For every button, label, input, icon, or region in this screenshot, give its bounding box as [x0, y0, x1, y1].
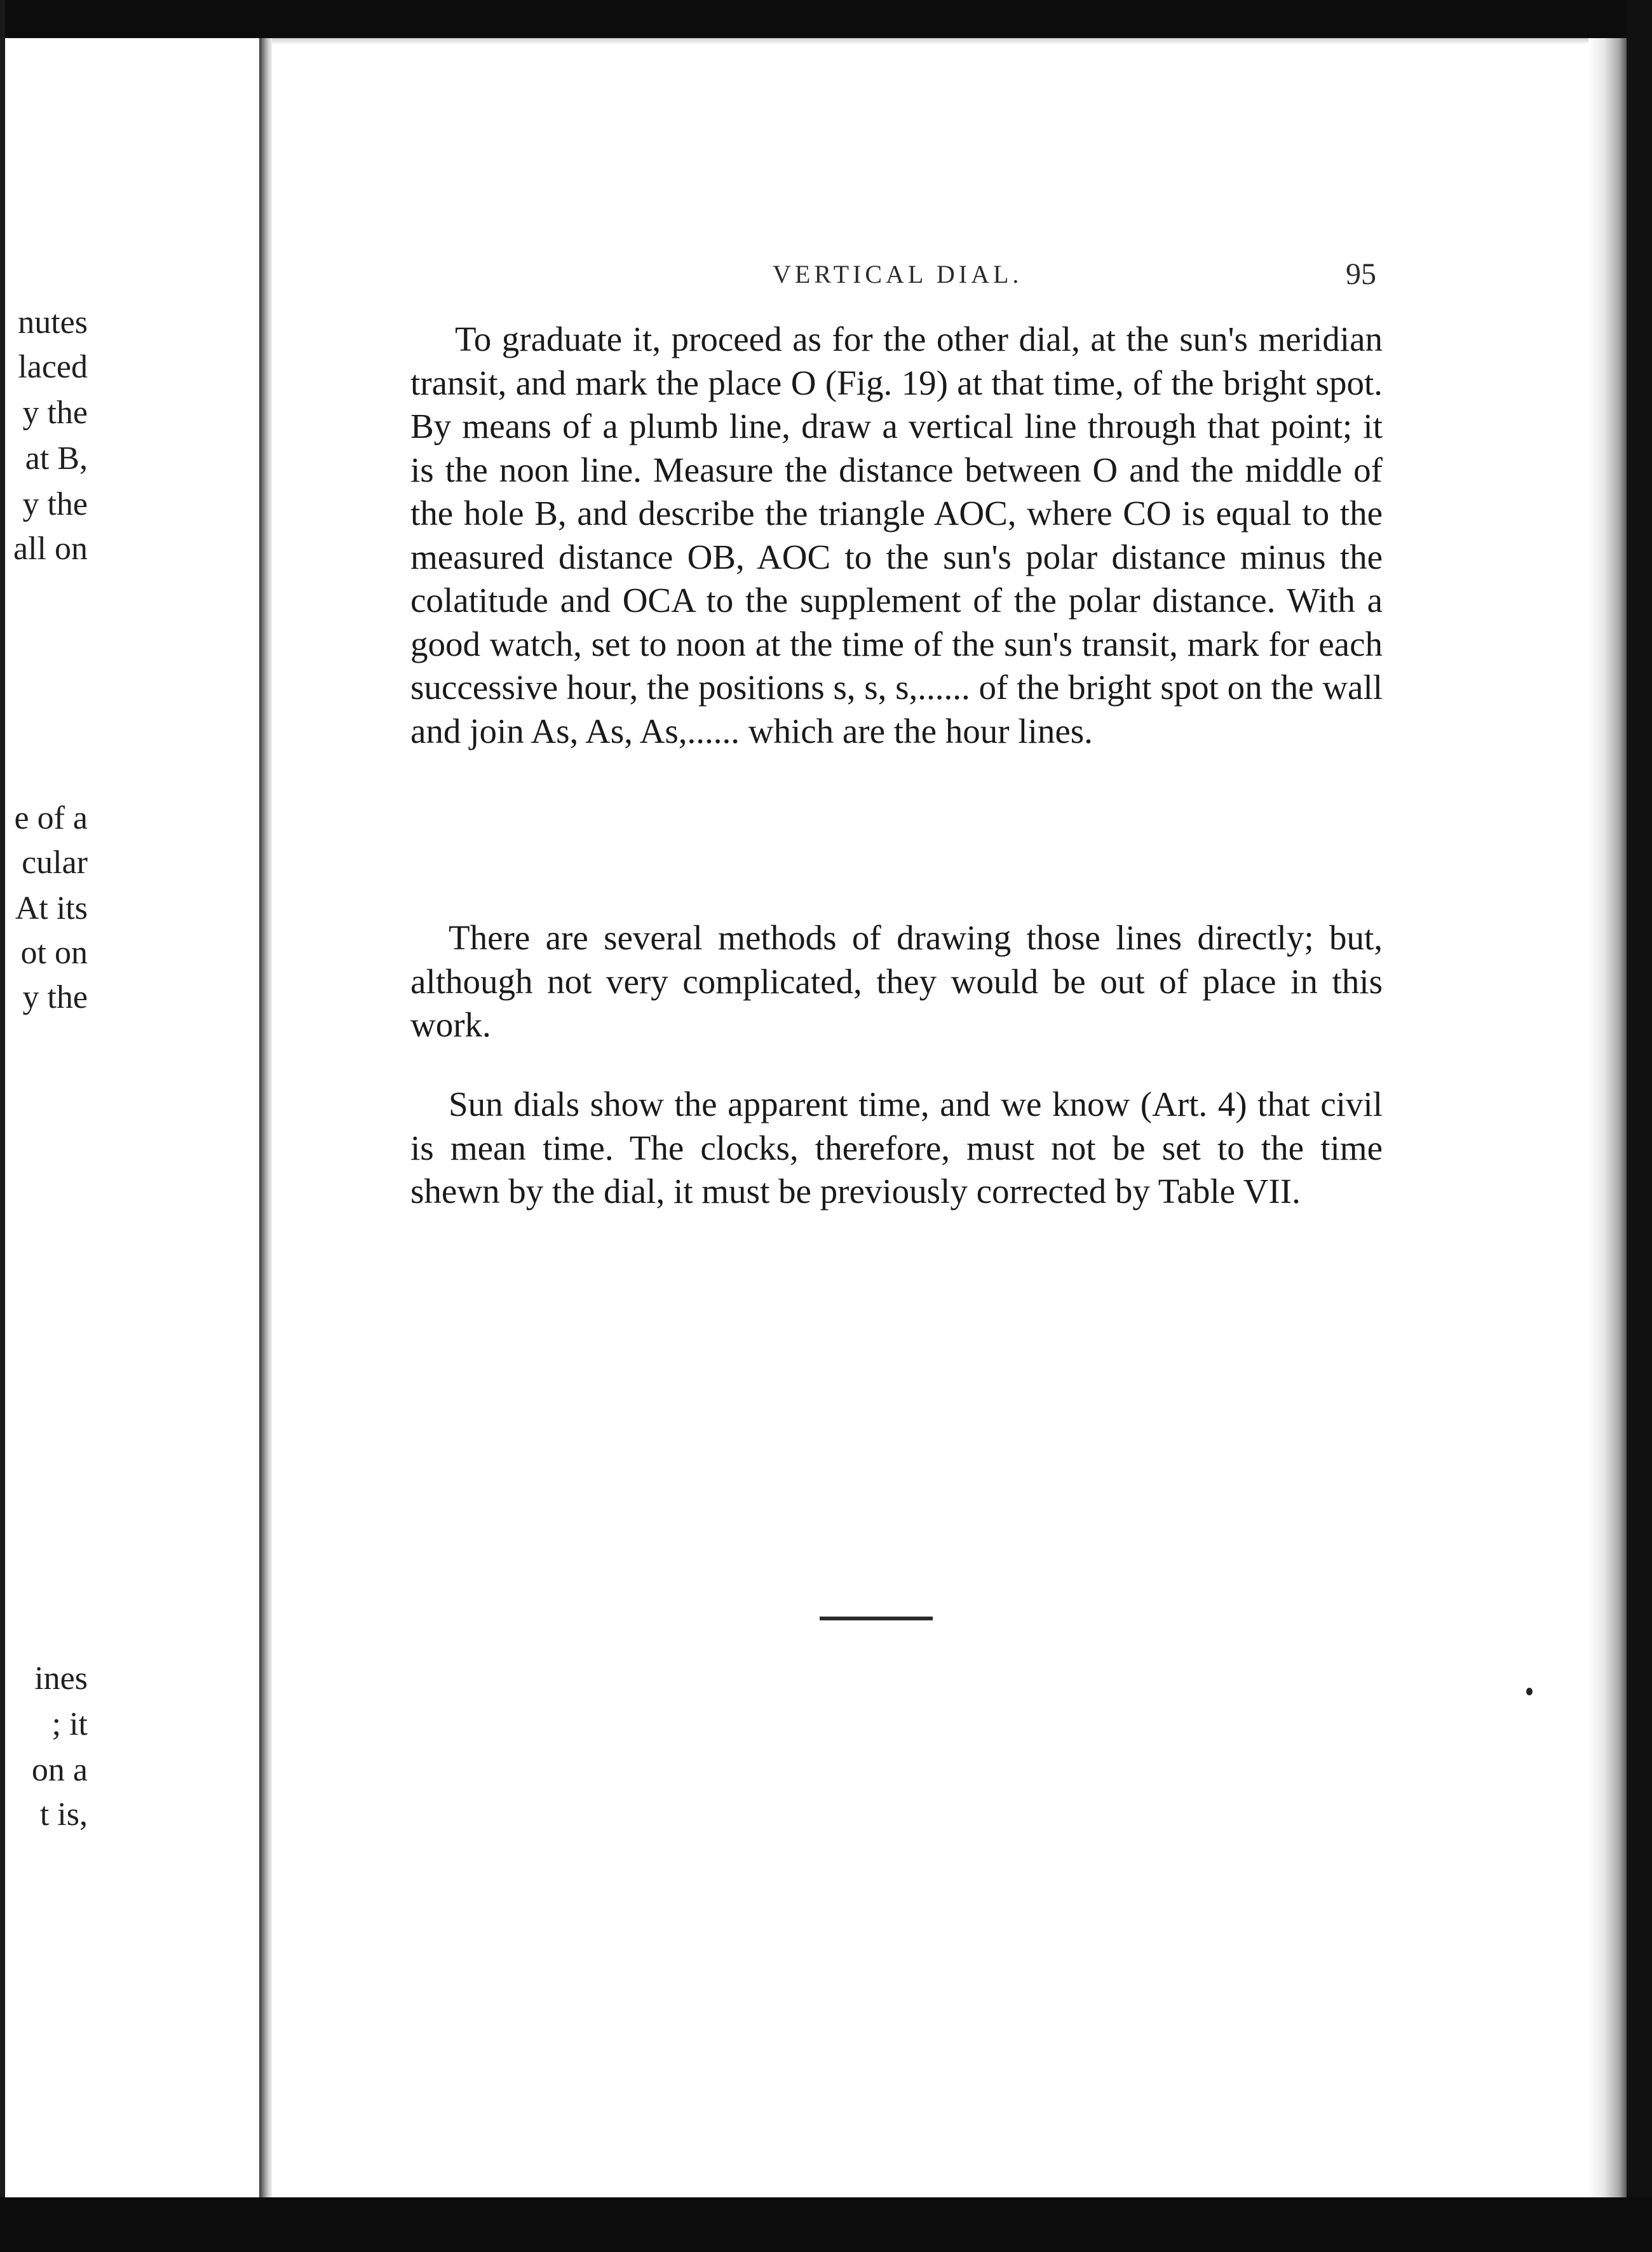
facing-page-line: on a [31, 1752, 88, 1788]
facing-page-line: e of a [14, 800, 88, 836]
facing-page-line: y the [22, 979, 88, 1015]
facing-page-line: y the [22, 486, 88, 522]
page-edge [1588, 38, 1627, 2197]
facing-page-line: ot on [20, 935, 88, 971]
scan-frame-bottom [0, 2197, 1652, 2252]
paragraph-apparent-time: Sun dials show the apparent time, and we know (Art. 4) that civil is mean time. The clocks, therefore, must not be set to the time shewn by the dial, it must be previously corrected by Table VII. [410, 1085, 1383, 1211]
scan-frame-right [1627, 0, 1652, 2252]
facing-page-line: t is, [39, 1796, 88, 1833]
paragraph-drawing-methods: There are several methods of drawing those lines directly; but, although not very complicated, they would be out of place in this work. [410, 918, 1383, 1044]
facing-page-line: nutes [18, 304, 88, 341]
facing-page-line: all on [13, 531, 88, 567]
facing-page-line: at B, [25, 440, 88, 477]
scan-frame-left [0, 0, 5, 2252]
running-head: VERTICAL DIAL. [773, 260, 1023, 288]
facing-page-line: cular [22, 844, 88, 881]
section-end-rule [820, 1617, 933, 1620]
page-number: 95 [1346, 257, 1376, 291]
book-gutter [259, 38, 272, 2197]
page-top-shadow [272, 38, 1627, 44]
facing-page-line: y the [22, 395, 88, 431]
scan-frame-top [0, 0, 1652, 38]
facing-page-line: ines [34, 1660, 88, 1697]
facing-page [5, 38, 262, 2197]
facing-page-line: ; it [51, 1706, 88, 1742]
paragraph-graduation: To graduate it, proceed as for the other dial, at the sun's meridian transit, and mark the place O (Fig. 19) at that time, of the bright spot. By means of a plumb line, draw a vertical line through that point; it is the noon line. Measure the distance between O and the middle of the hole B, and describe the triangle AOC, where CO is equal to the measured distance OB, AOC to the sun's polar distance minus the colatitude and OCA to the supplement of the polar distance. With a good watch, set to noon at the time of the sun's transit, mark for each successive hour, the positions s, s, s,...... of the bright spot on the wall and join As, As, As,...... which are the hour lines. [410, 320, 1383, 750]
ink-speck [1526, 1688, 1533, 1695]
facing-page-line: laced [18, 349, 88, 385]
facing-page-line: At its [15, 890, 88, 926]
